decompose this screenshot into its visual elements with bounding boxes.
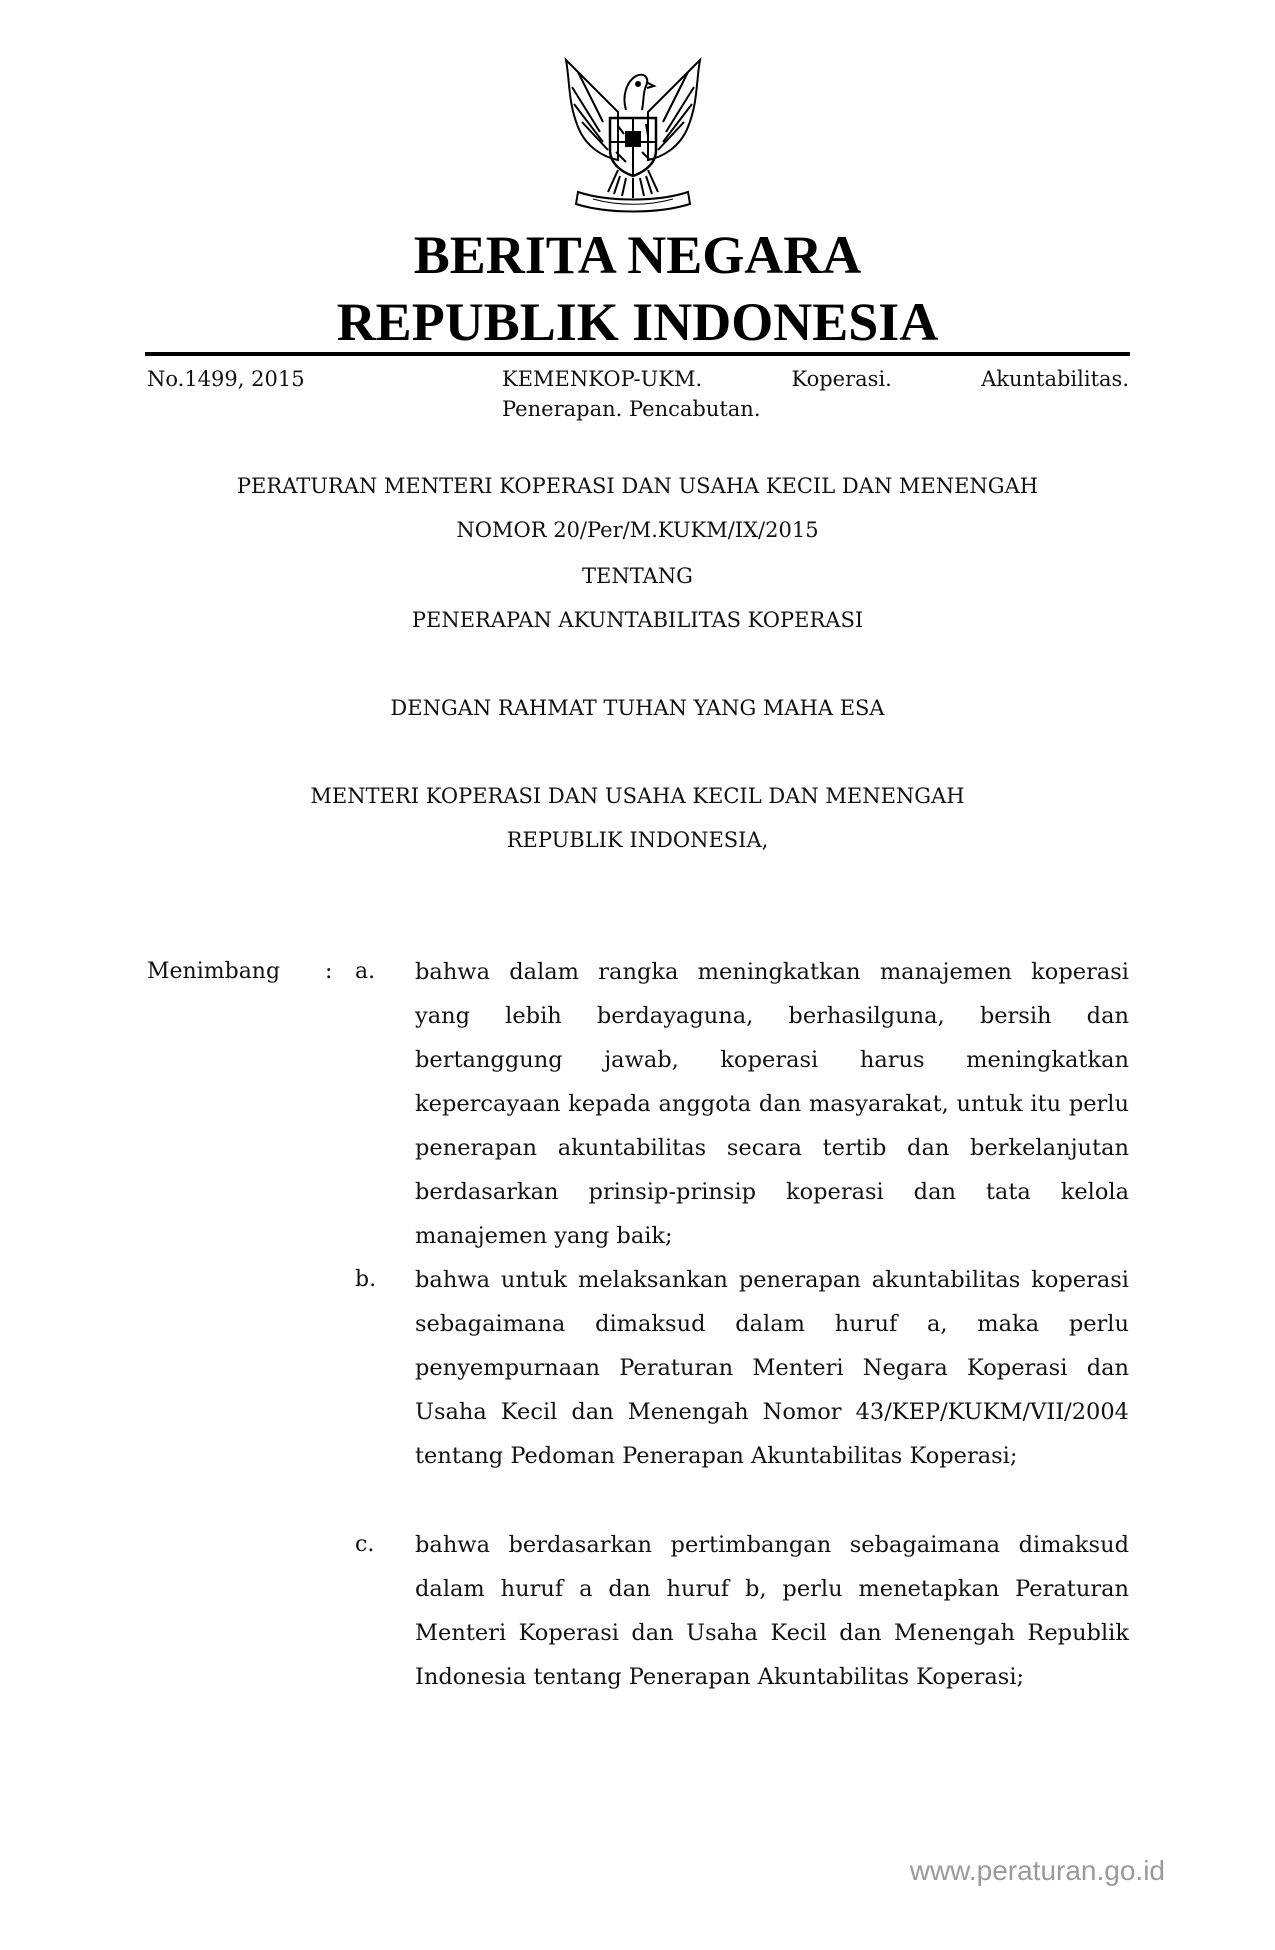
- considering-item-a: bahwa dalam rangka meningkatkan manajemen koperasi yang lebih berdayaguna, berhasilguna, bersih dan bertanggung jawab, koperasi harus meningkatkan kepercayaan kepada anggota dan masyarakat, untuk itu perlu penerapan akuntabilitas secara tertib dan berkelanjutan berdasarkan prinsip-prinsip koperasi dan tata kelola manajemen yang baik;: [415, 959, 1129, 1249]
- minister-line1: MENTERI KOPERASI DAN USAHA KECIL DAN MENENGAH: [310, 784, 965, 808]
- gazette-number: No.1499, 2015: [147, 367, 305, 391]
- item-mark: a.: [355, 959, 376, 984]
- item-mark: b.: [355, 1267, 377, 1292]
- gazette-subtitle: REPUBLIK INDONESIA: [336, 292, 939, 352]
- minister-line2: REPUBLIK INDONESIA,: [506, 828, 769, 852]
- regulation-heading: PERATURAN MENTERI KOPERASI DAN USAHA KECIL DAN MENENGAH: [236, 474, 1039, 498]
- subject-part: Koperasi.: [791, 367, 892, 391]
- considering-item-b: bahwa untuk melaksankan penerapan akuntabilitas koperasi sebagaimana dimaksud dalam huruf a, maka perlu penyempurnaan Peraturan Menteri Negara Koperasi dan Usaha Kecil dan Menengah Nomor 43/KEP/KUKM/VII/2004 tentang Pedoman Penerapan Akuntabilitas Koperasi;: [415, 1267, 1129, 1469]
- gazette-title: BERITA NEGARA: [413, 225, 862, 285]
- item-mark: c.: [355, 1532, 375, 1557]
- regulation-about: TENTANG: [582, 564, 693, 588]
- garuda-emblem-icon: [548, 52, 718, 217]
- regulation-number: NOMOR 20/Per/M.KUKM/IX/2015: [456, 518, 819, 542]
- subject-part: Akuntabilitas.: [981, 367, 1129, 391]
- source-watermark: www.peraturan.go.id: [909, 1855, 1165, 1886]
- invocation: DENGAN RAHMAT TUHAN YANG MAHA ESA: [390, 696, 885, 720]
- considering-label: Menimbang: [147, 959, 281, 984]
- header-rule: [145, 352, 1130, 356]
- subject-line2: Penerapan. Pencabutan.: [502, 397, 761, 421]
- regulation-title: PENERAPAN AKUNTABILITAS KOPERASI: [411, 608, 864, 632]
- considering-colon: :: [325, 959, 333, 984]
- gazette-subject: [502, 364, 1129, 424]
- subject-part: KEMENKOP-UKM.: [502, 367, 703, 391]
- considering-item-c: bahwa berdasarkan pertimbangan sebagaimana dimaksud dalam huruf a dan huruf b, perlu menetapkan Peraturan Menteri Koperasi dan Usaha Kecil dan Menengah Republik Indonesia tentang Penerapan Akuntabilitas Koperasi;: [415, 1532, 1129, 1690]
